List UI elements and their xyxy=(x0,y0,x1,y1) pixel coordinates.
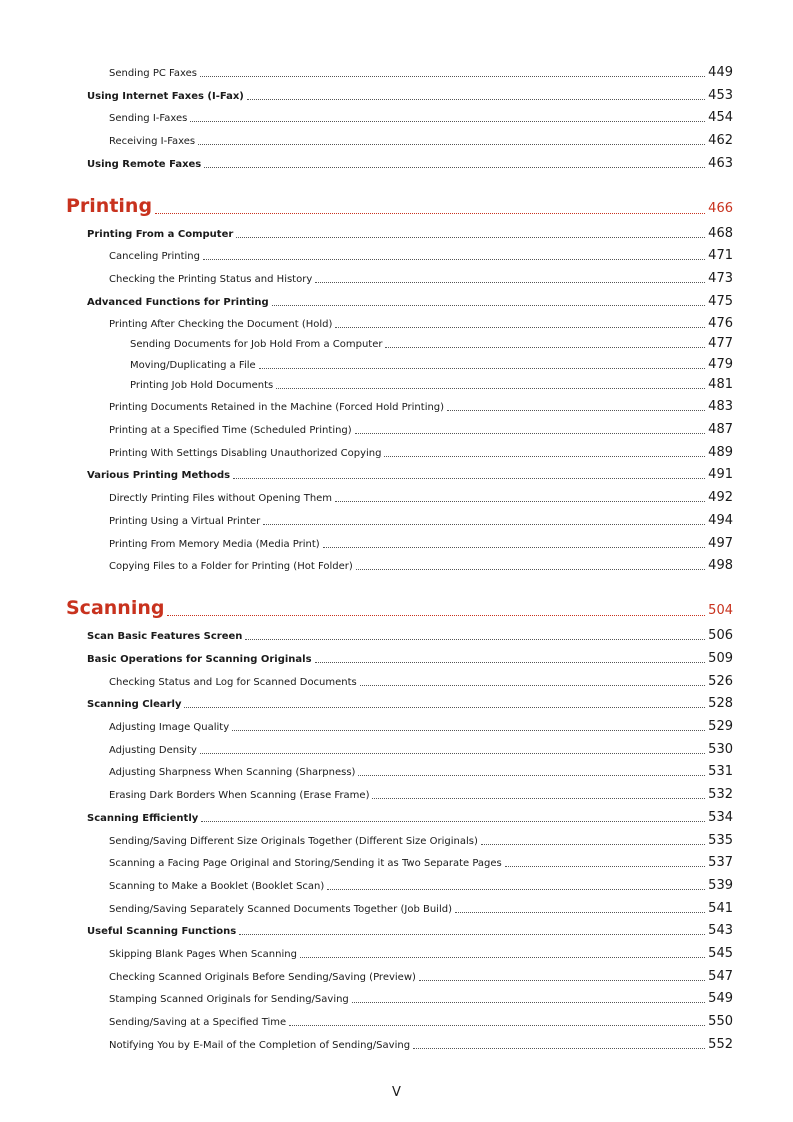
toc-entry-label: Scan Basic Features Screen xyxy=(87,631,243,642)
toc-entry[interactable] xyxy=(109,133,733,148)
toc-entry-page: 468 xyxy=(708,226,733,241)
toc-entry[interactable] xyxy=(87,88,733,103)
leader-dots xyxy=(204,167,705,168)
leader-dots xyxy=(200,76,705,77)
leader-dots xyxy=(155,213,705,214)
toc-entry-page: 528 xyxy=(708,696,733,711)
leader-dots xyxy=(315,282,705,283)
toc-entry-label: Checking Status and Log for Scanned Documents xyxy=(109,677,357,688)
toc-entry-label: Using Remote Faxes xyxy=(87,159,202,170)
leader-dots xyxy=(259,368,706,369)
leader-dots xyxy=(384,456,705,457)
toc-entry-label: Checking the Printing Status and History xyxy=(109,274,313,285)
toc-entry-label: Useful Scanning Functions xyxy=(87,926,237,937)
toc-entry[interactable] xyxy=(109,65,733,80)
toc-entry-label: Printing From Memory Media (Media Print) xyxy=(109,539,320,550)
toc-entry[interactable] xyxy=(109,399,733,414)
leader-dots xyxy=(352,1002,705,1003)
toc-entry-page: 479 xyxy=(708,357,733,372)
toc-entry[interactable] xyxy=(109,855,733,870)
toc-entry-page: 552 xyxy=(708,1037,733,1052)
leader-dots xyxy=(289,1025,705,1026)
toc-entry-label: Scanning Clearly xyxy=(87,699,182,710)
toc-entry-label: Scanning a Facing Page Original and Storing/Sending it as Two Separate Pages xyxy=(109,858,502,869)
toc-entry[interactable] xyxy=(87,628,733,643)
toc-entry-label: Printing From a Computer xyxy=(87,229,234,240)
page-number: V xyxy=(392,1085,401,1100)
toc-entry[interactable] xyxy=(109,742,733,757)
toc-entry-page: 549 xyxy=(708,991,733,1006)
toc-entry-page: 537 xyxy=(708,855,733,870)
toc-entry[interactable] xyxy=(109,1014,733,1029)
toc-entry-label: Sending I-Faxes xyxy=(109,113,188,124)
toc-entry-label: Adjusting Sharpness When Scanning (Sharpness) xyxy=(109,767,356,778)
toc-entry-label: Erasing Dark Borders When Scanning (Erase Frame) xyxy=(109,790,370,801)
toc-entry-page: 535 xyxy=(708,833,733,848)
leader-dots xyxy=(245,639,705,640)
toc-entry-page: 453 xyxy=(708,88,733,103)
toc-entry[interactable] xyxy=(87,651,733,666)
toc-entry-label: Sending/Saving Separately Scanned Documents Together (Job Build) xyxy=(109,904,452,915)
toc-entry[interactable] xyxy=(109,719,733,734)
toc-entry[interactable] xyxy=(109,558,733,573)
leader-dots xyxy=(481,844,705,845)
toc-entry-page: 531 xyxy=(708,764,733,779)
toc-entry-label: Moving/Duplicating a File xyxy=(130,360,256,371)
toc-entry-page: 481 xyxy=(708,377,733,392)
toc-entry-page: 471 xyxy=(708,248,733,263)
toc-entry[interactable] xyxy=(109,946,733,961)
leader-dots xyxy=(263,524,705,525)
toc-entry-label: Scanning to Make a Booklet (Booklet Scan) xyxy=(109,881,325,892)
toc-entry[interactable] xyxy=(87,923,733,938)
toc-entry[interactable] xyxy=(109,878,733,893)
toc-entry-page: 545 xyxy=(708,946,733,961)
toc-entry-label: Printing Job Hold Documents xyxy=(130,380,274,391)
toc-entry-label: Printing With Settings Disabling Unauthorized Copying xyxy=(109,448,382,459)
chapter-heading-printing[interactable] xyxy=(66,195,733,219)
leader-dots xyxy=(327,889,705,890)
toc-entry[interactable] xyxy=(109,969,733,984)
toc-entry-page: 473 xyxy=(708,271,733,286)
toc-entry-page: 526 xyxy=(708,674,733,689)
toc-entry-label: Various Printing Methods xyxy=(87,470,231,481)
leader-dots xyxy=(455,912,705,913)
toc-entry-page: 541 xyxy=(708,901,733,916)
toc-entry[interactable] xyxy=(87,226,733,241)
toc-entry-label: Using Internet Faxes (I-Fax) xyxy=(87,91,244,102)
toc-entry-label: Printing Documents Retained in the Machine (Forced Hold Printing) xyxy=(109,402,445,413)
leader-dots xyxy=(276,388,705,389)
toc-entry-page: 547 xyxy=(708,969,733,984)
leader-dots xyxy=(236,237,705,238)
leader-dots xyxy=(200,753,705,754)
leader-dots xyxy=(335,327,705,328)
toc-entry-label: Printing After Checking the Document (Hold) xyxy=(109,319,333,330)
chapter-heading-scanning[interactable] xyxy=(66,597,733,621)
toc-entry-label: Skipping Blank Pages When Scanning xyxy=(109,949,297,960)
leader-dots xyxy=(323,547,705,548)
toc-entry[interactable] xyxy=(109,316,733,331)
toc-entry-page: 462 xyxy=(708,133,733,148)
toc-entry-label: Adjusting Density xyxy=(109,745,197,756)
leader-dots xyxy=(198,144,705,145)
toc-entry[interactable] xyxy=(87,156,733,171)
toc-entry-page: 483 xyxy=(708,399,733,414)
chapter-page: 504 xyxy=(708,603,733,618)
leader-dots xyxy=(300,957,705,958)
leader-dots xyxy=(315,662,706,663)
toc-entry[interactable] xyxy=(109,1037,733,1052)
toc-entry-label: Adjusting Image Quality xyxy=(109,722,230,733)
leader-dots xyxy=(335,501,705,502)
toc-entry-label: Basic Operations for Scanning Originals xyxy=(87,654,312,665)
toc-entry-label: Checking Scanned Originals Before Sending/Saving (Preview) xyxy=(109,972,416,983)
toc-entry-page: 476 xyxy=(708,316,733,331)
toc-entry-page: 539 xyxy=(708,878,733,893)
toc-entry[interactable] xyxy=(109,271,733,286)
toc-entry[interactable] xyxy=(130,377,733,392)
leader-dots xyxy=(247,99,705,100)
toc-entry[interactable] xyxy=(109,991,733,1006)
chapter-page: 466 xyxy=(708,201,733,216)
toc-entry[interactable] xyxy=(109,490,733,505)
toc-entry-page: 534 xyxy=(708,810,733,825)
toc-entry[interactable] xyxy=(87,696,733,711)
toc-entry[interactable] xyxy=(109,764,733,779)
toc-entry-label: Sending/Saving at a Specified Time xyxy=(109,1017,287,1028)
toc-entry[interactable] xyxy=(109,901,733,916)
toc-entry-label: Receiving I-Faxes xyxy=(109,136,196,147)
toc-entry-label: Sending PC Faxes xyxy=(109,68,197,79)
toc-entry-page: 530 xyxy=(708,742,733,757)
leader-dots xyxy=(419,980,705,981)
toc-entry-page: 498 xyxy=(708,558,733,573)
toc-entry-page: 506 xyxy=(708,628,733,643)
leader-dots xyxy=(203,259,705,260)
chapter-title: Printing xyxy=(66,195,153,217)
toc-entry[interactable] xyxy=(109,674,733,689)
toc-entry[interactable] xyxy=(109,248,733,263)
toc-entry-page: 532 xyxy=(708,787,733,802)
toc-entry-page: 449 xyxy=(708,65,733,80)
toc-entry-label: Sending/Saving Different Size Originals Together (Different Size Originals) xyxy=(109,836,478,847)
toc-entry-page: 489 xyxy=(708,445,733,460)
toc-entry-page: 463 xyxy=(708,156,733,171)
leader-dots xyxy=(201,821,705,822)
toc-entry-label: Canceling Printing xyxy=(109,251,200,262)
toc-entry[interactable] xyxy=(109,536,733,551)
toc-entry[interactable] xyxy=(109,513,733,528)
leader-dots xyxy=(385,347,705,348)
toc-entry-label: Printing at a Specified Time (Scheduled Printing) xyxy=(109,425,352,436)
toc-entry-page: 509 xyxy=(708,651,733,666)
leader-dots xyxy=(272,305,705,306)
toc-entry[interactable] xyxy=(87,467,733,482)
toc-entry[interactable] xyxy=(109,787,733,802)
leader-dots xyxy=(356,569,705,570)
toc-entry-label: Copying Files to a Folder for Printing (Hot Folder) xyxy=(109,561,353,572)
leader-dots xyxy=(360,685,705,686)
leader-dots xyxy=(232,730,705,731)
toc-entry-page: 477 xyxy=(708,336,733,351)
toc-entry-label: Printing Using a Virtual Printer xyxy=(109,516,261,527)
toc-entry-page: 491 xyxy=(708,467,733,482)
toc-entry-page: 492 xyxy=(708,490,733,505)
toc-entry-label: Scanning Efficiently xyxy=(87,813,199,824)
leader-dots xyxy=(505,866,705,867)
leader-dots xyxy=(184,707,705,708)
leader-dots xyxy=(413,1048,705,1049)
toc-entry[interactable] xyxy=(87,810,733,825)
leader-dots xyxy=(233,478,705,479)
toc-entry-page: 487 xyxy=(708,422,733,437)
toc-entry-page: 494 xyxy=(708,513,733,528)
toc-entry[interactable] xyxy=(109,422,733,437)
toc-entry-page: 543 xyxy=(708,923,733,938)
toc-entry-page: 529 xyxy=(708,719,733,734)
toc-entry-label: Advanced Functions for Printing xyxy=(87,297,269,308)
toc-entry-label: Directly Printing Files without Opening Them xyxy=(109,493,333,504)
toc-entry[interactable] xyxy=(109,110,733,125)
leader-dots xyxy=(355,433,705,434)
leader-dots xyxy=(190,121,705,122)
leader-dots xyxy=(167,615,705,616)
toc-entry-label: Stamping Scanned Originals for Sending/Saving xyxy=(109,994,349,1005)
toc-entry-label: Sending Documents for Job Hold From a Computer xyxy=(130,339,383,350)
toc-entry[interactable] xyxy=(109,445,733,460)
toc-entry[interactable] xyxy=(130,336,733,351)
leader-dots xyxy=(447,410,705,411)
chapter-title: Scanning xyxy=(66,597,165,619)
leader-dots xyxy=(358,775,705,776)
toc-entry-page: 497 xyxy=(708,536,733,551)
toc-entry[interactable] xyxy=(87,294,733,309)
toc-entry[interactable] xyxy=(130,357,733,372)
leader-dots xyxy=(239,934,705,935)
toc-entry-label: Notifying You by E-Mail of the Completion of Sending/Saving xyxy=(109,1040,411,1051)
toc-entry[interactable] xyxy=(109,833,733,848)
leader-dots xyxy=(372,798,705,799)
toc-entry-page: 454 xyxy=(708,110,733,125)
toc-entry-page: 550 xyxy=(708,1014,733,1029)
toc-entry-page: 475 xyxy=(708,294,733,309)
